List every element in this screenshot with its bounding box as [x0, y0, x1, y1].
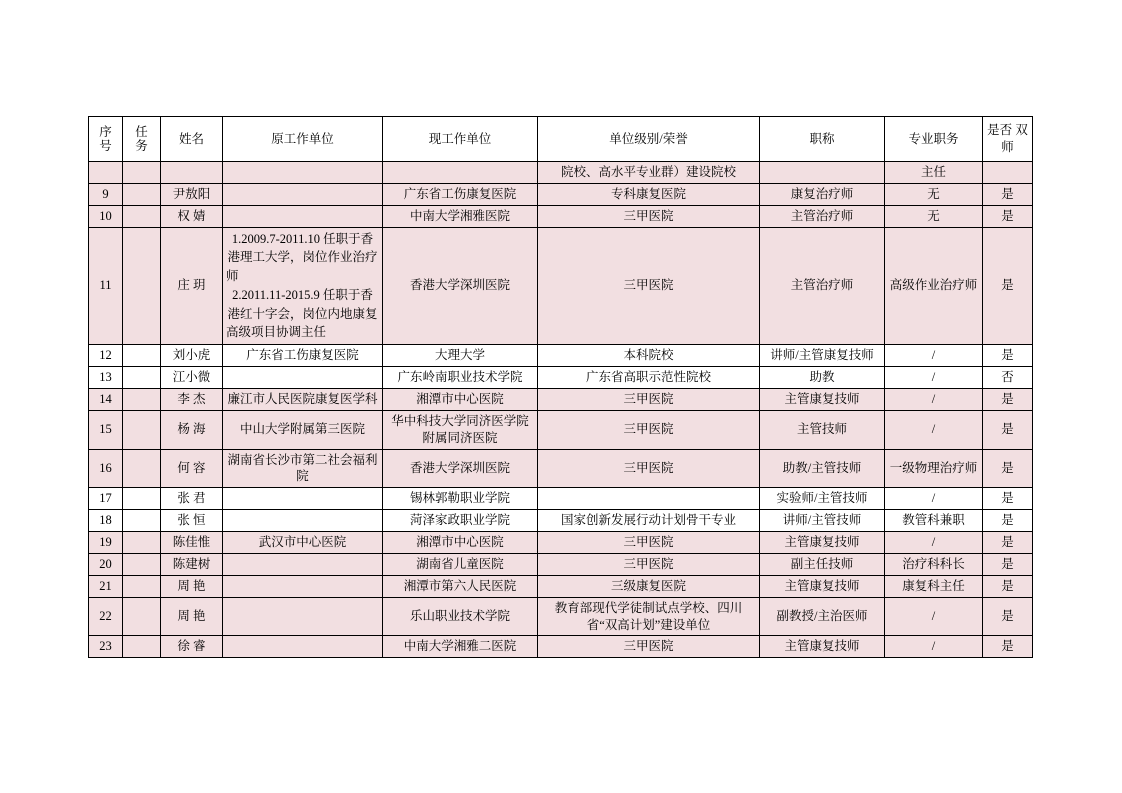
cell-seq: 15 [89, 410, 123, 449]
cell-seq [89, 162, 123, 184]
table-row [89, 367, 1033, 389]
cell-dual-teacher: 是 [983, 510, 1033, 532]
header-seq [89, 117, 123, 162]
cell-task [123, 532, 161, 554]
cell-name: 张 君 [161, 488, 223, 510]
cell-original-unit [223, 575, 383, 597]
table-row [89, 553, 1033, 575]
cell-dual-teacher: 是 [983, 205, 1033, 227]
table-row [89, 597, 1033, 636]
cell-original-unit [223, 510, 383, 532]
cell-seq: 12 [89, 345, 123, 367]
cell-job-title: 主管康复技师 [760, 388, 885, 410]
header-dual-line2: 双师 [1001, 123, 1028, 154]
personnel-roster-table [88, 116, 1033, 658]
cell-name: 徐 睿 [161, 636, 223, 658]
cell-unit-level: 三甲医院 [538, 205, 760, 227]
cell-professional-post: 康复科主任 [885, 575, 983, 597]
cell-dual-teacher: 是 [983, 575, 1033, 597]
cell-current-unit: 菏泽家政职业学院 [383, 510, 538, 532]
cell-job-title: 讲师/主管技师 [760, 510, 885, 532]
cell-professional-post: / [885, 488, 983, 510]
header-task-line2: 务 [135, 139, 148, 153]
table-row [89, 227, 1033, 345]
cell-original-unit [223, 162, 383, 184]
table-body [89, 162, 1033, 658]
cell-unit-level: 专科康复医院 [538, 183, 760, 205]
cell-original-unit [223, 597, 383, 636]
table-row [89, 388, 1033, 410]
cell-name: 尹敖阳 [161, 183, 223, 205]
cell-task [123, 636, 161, 658]
cell-task [123, 449, 161, 488]
cell-dual-teacher: 是 [983, 597, 1033, 636]
header-original-unit: 原工作单位 [223, 117, 383, 162]
header-dual-teacher [983, 117, 1033, 162]
cell-seq: 11 [89, 227, 123, 345]
cell-dual-teacher: 是 [983, 488, 1033, 510]
cell-task [123, 510, 161, 532]
cell-unit-level: 三甲医院 [538, 553, 760, 575]
cell-job-title: 助教/主管技师 [760, 449, 885, 488]
cell-current-unit: 锡林郭勒职业学院 [383, 488, 538, 510]
cell-seq: 17 [89, 488, 123, 510]
cell-task [123, 227, 161, 345]
cell-unit-level: 本科院校 [538, 345, 760, 367]
cell-original-unit: 廉江市人民医院康复医学科 [223, 388, 383, 410]
cell-current-unit: 大理大学 [383, 345, 538, 367]
cell-current-unit [383, 162, 538, 184]
cell-professional-post: 主任 [885, 162, 983, 184]
cell-task [123, 205, 161, 227]
cell-name: 陈建树 [161, 553, 223, 575]
header-task-line1: 任 [135, 124, 148, 139]
cell-dual-teacher: 是 [983, 636, 1033, 658]
cell-professional-post: / [885, 636, 983, 658]
cell-job-title: 主管康复技师 [760, 636, 885, 658]
cell-unit-level: 三甲医院 [538, 636, 760, 658]
cell-name: 刘小虎 [161, 345, 223, 367]
header-task [123, 117, 161, 162]
cell-current-unit: 香港大学深圳医院 [383, 449, 538, 488]
cell-name: 张 恒 [161, 510, 223, 532]
cell-task [123, 162, 161, 184]
header-dual-line1: 是否 [987, 123, 1013, 138]
cell-current-unit: 湖南省儿童医院 [383, 553, 538, 575]
cell-professional-post: 无 [885, 183, 983, 205]
table-row [89, 449, 1033, 488]
cell-name: 江小微 [161, 367, 223, 389]
cell-seq: 13 [89, 367, 123, 389]
table-row [89, 575, 1033, 597]
cell-current-unit: 湘潭市中心医院 [383, 388, 538, 410]
cell-job-title: 主管治疗师 [760, 227, 885, 345]
cell-unit-level: 院校、高水平专业群）建设院校 [538, 162, 760, 184]
cell-dual-teacher: 是 [983, 410, 1033, 449]
cell-seq: 20 [89, 553, 123, 575]
cell-original-unit: 武汉市中心医院 [223, 532, 383, 554]
cell-seq: 9 [89, 183, 123, 205]
cell-original-unit: 湖南省长沙市第二社会福利院 [223, 449, 383, 488]
cell-current-unit: 中南大学湘雅二医院 [383, 636, 538, 658]
cell-task [123, 488, 161, 510]
cell-job-title: 副主任技师 [760, 553, 885, 575]
cell-unit-level: 三甲医院 [538, 227, 760, 345]
cell-job-title: 讲师/主管康复技师 [760, 345, 885, 367]
cell-task [123, 410, 161, 449]
table-row [89, 410, 1033, 449]
cell-task [123, 367, 161, 389]
cell-dual-teacher: 否 [983, 367, 1033, 389]
cell-job-title: 实验师/主管技师 [760, 488, 885, 510]
cell-dual-teacher: 是 [983, 345, 1033, 367]
table-row [89, 205, 1033, 227]
cell-original-unit: 1.2009.7-2011.10 任职于香港理工大学，岗位作业治疗师 2.2011.11-2015.9 任职于香港红十字会，岗位内地康复高级项目协调主任 [223, 227, 383, 345]
table-row [89, 510, 1033, 532]
cell-original-unit [223, 488, 383, 510]
cell-job-title: 主管技师 [760, 410, 885, 449]
cell-unit-level: 三甲医院 [538, 532, 760, 554]
cell-original-unit [223, 183, 383, 205]
cell-professional-post: / [885, 532, 983, 554]
cell-professional-post: 无 [885, 205, 983, 227]
cell-current-unit: 香港大学深圳医院 [383, 227, 538, 345]
cell-original-unit [223, 205, 383, 227]
header-current-unit: 现工作单位 [383, 117, 538, 162]
cell-professional-post: 一级物理治疗师 [885, 449, 983, 488]
document-page [88, 116, 1032, 658]
cell-unit-level [538, 488, 760, 510]
cell-dual-teacher: 是 [983, 532, 1033, 554]
table-row [89, 345, 1033, 367]
cell-name: 杨 海 [161, 410, 223, 449]
cell-current-unit: 中南大学湘雅医院 [383, 205, 538, 227]
cell-seq: 21 [89, 575, 123, 597]
table-row [89, 488, 1033, 510]
cell-job-title: 主管康复技师 [760, 532, 885, 554]
table-row [89, 532, 1033, 554]
cell-task [123, 597, 161, 636]
cell-name: 庄 玥 [161, 227, 223, 345]
cell-name: 周 艳 [161, 575, 223, 597]
cell-unit-level: 广东省高职示范性院校 [538, 367, 760, 389]
cell-current-unit: 广东岭南职业技术学院 [383, 367, 538, 389]
cell-professional-post: / [885, 597, 983, 636]
cell-unit-level: 三甲医院 [538, 449, 760, 488]
cell-name [161, 162, 223, 184]
cell-task [123, 575, 161, 597]
cell-dual-teacher: 是 [983, 227, 1033, 345]
cell-current-unit: 华中科技大学同济医学院附属同济医院 [383, 410, 538, 449]
cell-dual-teacher: 是 [983, 553, 1033, 575]
cell-seq: 10 [89, 205, 123, 227]
cell-seq: 22 [89, 597, 123, 636]
header-unit-level: 单位级别/荣誉 [538, 117, 760, 162]
cell-name: 何 容 [161, 449, 223, 488]
cell-current-unit: 广东省工伤康复医院 [383, 183, 538, 205]
table-row [89, 636, 1033, 658]
cell-seq: 14 [89, 388, 123, 410]
cell-dual-teacher: 是 [983, 449, 1033, 488]
cell-current-unit: 湘潭市第六人民医院 [383, 575, 538, 597]
header-seq-line1: 序 [99, 124, 112, 139]
cell-job-title: 主管康复技师 [760, 575, 885, 597]
header-name: 姓名 [161, 117, 223, 162]
cell-dual-teacher: 是 [983, 183, 1033, 205]
cell-unit-level: 三甲医院 [538, 410, 760, 449]
cell-professional-post: 治疗科科长 [885, 553, 983, 575]
cell-seq: 23 [89, 636, 123, 658]
cell-name: 陈佳惟 [161, 532, 223, 554]
cell-task [123, 388, 161, 410]
cell-seq: 18 [89, 510, 123, 532]
cell-professional-post: / [885, 367, 983, 389]
cell-original-unit: 广东省工伤康复医院 [223, 345, 383, 367]
cell-original-unit [223, 367, 383, 389]
cell-seq: 19 [89, 532, 123, 554]
cell-name: 周 艳 [161, 597, 223, 636]
cell-original-unit [223, 553, 383, 575]
cell-job-title: 助教 [760, 367, 885, 389]
cell-name: 权 婧 [161, 205, 223, 227]
header-row [89, 117, 1033, 162]
cell-professional-post: / [885, 345, 983, 367]
cell-job-title [760, 162, 885, 184]
cell-seq: 16 [89, 449, 123, 488]
cell-current-unit: 湘潭市中心医院 [383, 532, 538, 554]
cell-name: 李 杰 [161, 388, 223, 410]
cell-original-unit [223, 636, 383, 658]
cell-task [123, 553, 161, 575]
cell-job-title: 主管治疗师 [760, 205, 885, 227]
cell-professional-post: / [885, 388, 983, 410]
cell-unit-level: 教育部现代学徒制试点学校、四川省“双高计划”建设单位 [538, 597, 760, 636]
cell-original-unit: 中山大学附属第三医院 [223, 410, 383, 449]
cell-dual-teacher [983, 162, 1033, 184]
cell-professional-post: 高级作业治疗师 [885, 227, 983, 345]
header-professional-post: 专业职务 [885, 117, 983, 162]
cell-unit-level: 三甲医院 [538, 388, 760, 410]
cell-task [123, 183, 161, 205]
cell-professional-post: 教管科兼职 [885, 510, 983, 532]
cell-job-title: 副教授/主治医师 [760, 597, 885, 636]
cell-dual-teacher: 是 [983, 388, 1033, 410]
cell-task [123, 345, 161, 367]
table-header [89, 117, 1033, 162]
header-seq-line2: 号 [99, 139, 112, 153]
table-row [89, 162, 1033, 184]
header-job-title: 职称 [760, 117, 885, 162]
cell-current-unit: 乐山职业技术学院 [383, 597, 538, 636]
cell-unit-level: 三级康复医院 [538, 575, 760, 597]
table-row [89, 183, 1033, 205]
cell-unit-level: 国家创新发展行动计划骨干专业 [538, 510, 760, 532]
cell-professional-post: / [885, 410, 983, 449]
cell-job-title: 康复治疗师 [760, 183, 885, 205]
